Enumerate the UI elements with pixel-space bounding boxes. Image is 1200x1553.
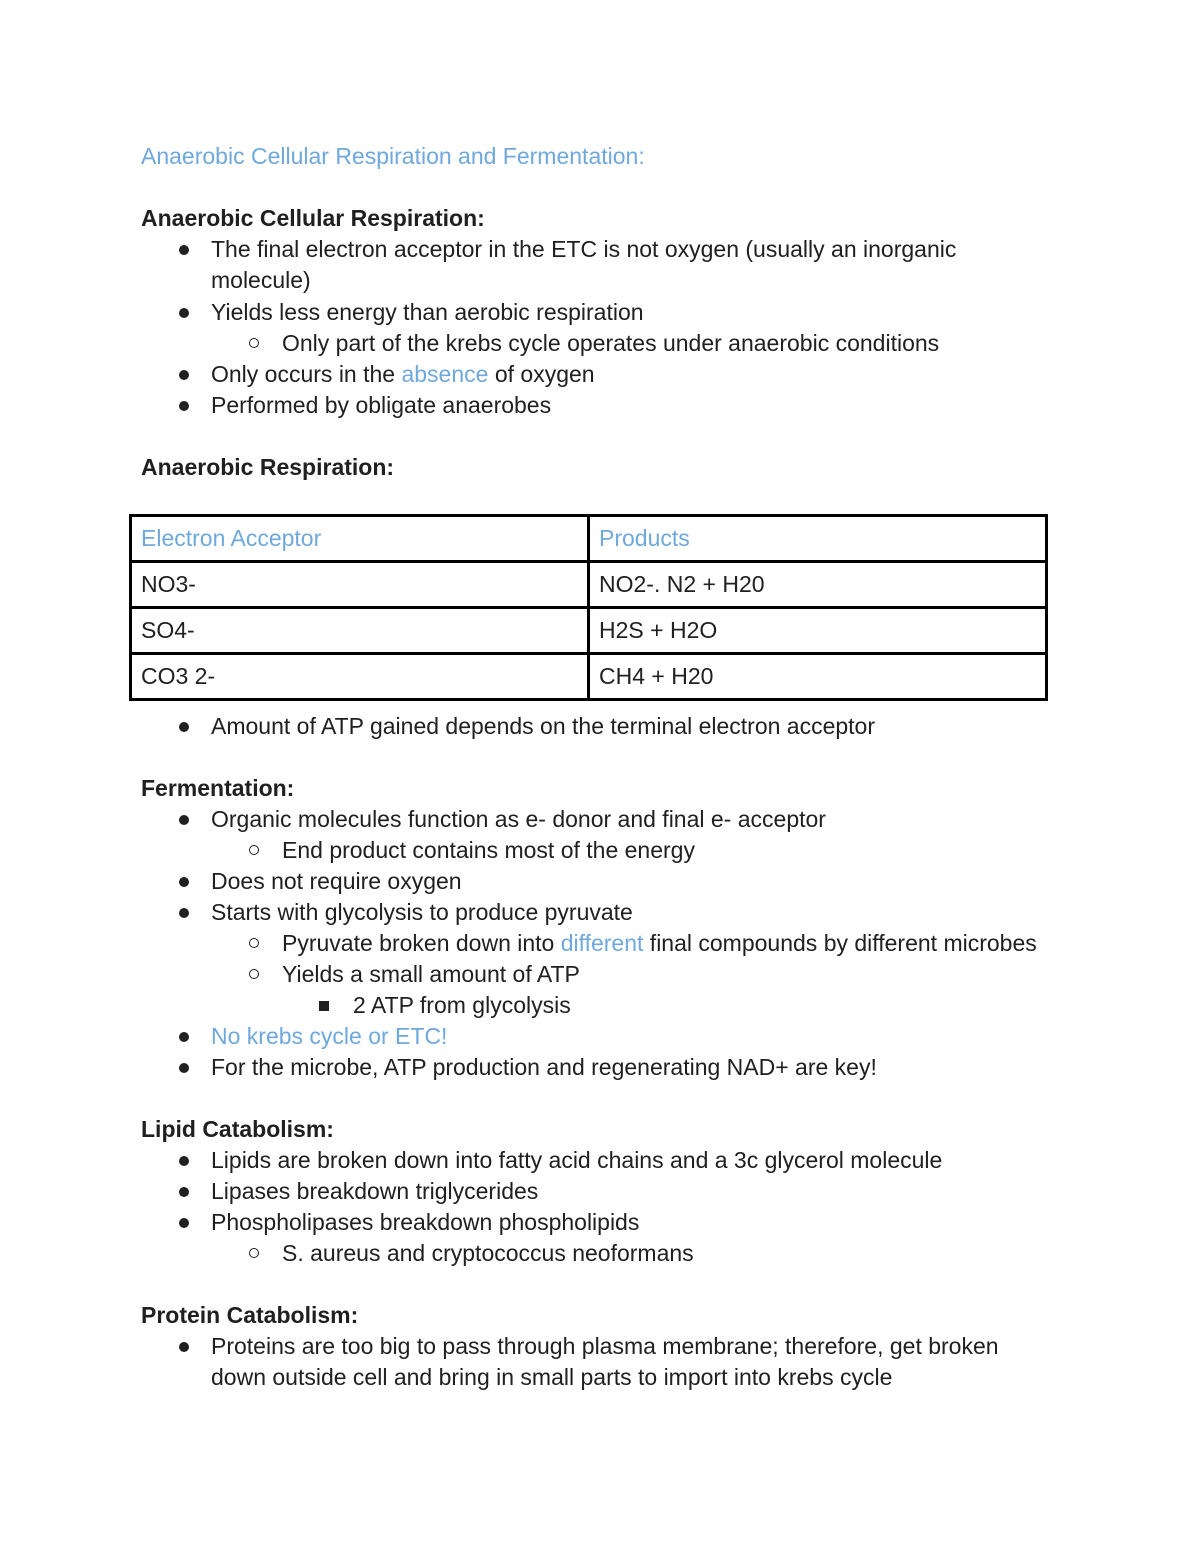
section-heading-lipid-catabolism: Lipid Catabolism: <box>141 1116 334 1142</box>
list-item: Yields less energy than aerobic respiration <box>211 299 644 325</box>
list-item: Proteins are too big to pass through plasma membrane; therefore, get broken <box>211 1333 999 1359</box>
sub-bullet-icon <box>249 938 259 948</box>
bullet-icon <box>179 908 189 918</box>
bullet-icon <box>179 1187 189 1197</box>
list-item-text: final compounds by different microbes <box>643 930 1037 956</box>
list-item: Lipases breakdown triglycerides <box>211 1178 539 1204</box>
list-item: For the microbe, ATP production and regenerating NAD+ are key! <box>211 1054 877 1080</box>
list-item: Amount of ATP gained depends on the terminal electron acceptor <box>211 713 876 739</box>
bullet-icon <box>179 1218 189 1228</box>
bullet-icon <box>179 815 189 825</box>
list-item: Performed by obligate anaerobes <box>211 392 552 418</box>
sub-bullet-icon <box>249 845 259 855</box>
list-item: Phospholipases breakdown phospholipids <box>211 1209 640 1235</box>
list-subitem: Yields a small amount of ATP <box>282 961 580 987</box>
section-heading-protein-catabolism: Protein Catabolism: <box>141 1302 359 1328</box>
table-cell: CH4 + H20 <box>589 654 1047 700</box>
sub-bullet-icon <box>249 969 259 979</box>
list-subitem: S. aureus and cryptococcus neoformans <box>282 1240 694 1266</box>
list-subsubitem: 2 ATP from glycolysis <box>353 992 571 1018</box>
list-item: No krebs cycle or ETC! <box>211 1023 448 1049</box>
table-header-cell: Electron Acceptor <box>131 516 589 562</box>
section-heading-anaerobic-cellular: Anaerobic Cellular Respiration: <box>141 205 485 231</box>
list-subitem: Only part of the krebs cycle operates under anaerobic conditions <box>282 330 940 356</box>
list-item-text: Pyruvate broken down into <box>282 930 561 956</box>
list-item-text: of oxygen <box>488 361 595 387</box>
electron-acceptor-table <box>129 514 1048 701</box>
list-item-continuation: molecule) <box>211 267 311 293</box>
sub-bullet-icon <box>249 1248 259 1258</box>
bullet-icon <box>179 1063 189 1073</box>
bullet-icon <box>179 722 189 732</box>
bullet-icon <box>179 1342 189 1352</box>
sub-bullet-icon <box>249 338 259 348</box>
bullet-icon <box>179 1156 189 1166</box>
list-item: Lipids are broken down into fatty acid chains and a 3c glycerol molecule <box>211 1147 943 1173</box>
table-row <box>131 654 1047 700</box>
list-item: The final electron acceptor in the ETC is not oxygen (usually an inorganic <box>211 236 957 262</box>
page-title: Anaerobic Cellular Respiration and Fermentation: <box>141 143 645 169</box>
table-cell: H2S + H2O <box>589 608 1047 654</box>
section-heading-fermentation: Fermentation: <box>141 775 295 801</box>
table-cell: CO3 2- <box>131 654 589 700</box>
list-item <box>211 359 595 390</box>
square-bullet-icon <box>319 1001 329 1011</box>
list-item-text: Only occurs in the <box>211 361 402 387</box>
bullet-icon <box>179 308 189 318</box>
highlighted-word: absence <box>401 361 489 387</box>
section-heading-anaerobic-respiration: Anaerobic Respiration: <box>141 454 395 480</box>
table-row <box>131 562 1047 608</box>
bullet-icon <box>179 877 189 887</box>
list-item: Starts with glycolysis to produce pyruvate <box>211 899 633 925</box>
bullet-icon <box>179 1032 189 1042</box>
table-header-row <box>131 516 1047 562</box>
table-header-cell: Products <box>589 516 1047 562</box>
list-subitem <box>282 928 1037 959</box>
bullet-icon <box>179 245 189 255</box>
highlighted-word: different <box>560 930 644 956</box>
list-item-continuation: down outside cell and bring in small parts to import into krebs cycle <box>211 1364 893 1390</box>
list-item: Does not require oxygen <box>211 868 462 894</box>
table-cell: SO4- <box>131 608 589 654</box>
table-cell: NO2-. N2 + H20 <box>589 562 1047 608</box>
list-item: Organic molecules function as e- donor and final e- acceptor <box>211 806 826 832</box>
table-row <box>131 608 1047 654</box>
table-cell: NO3- <box>131 562 589 608</box>
list-subitem: End product contains most of the energy <box>282 837 695 863</box>
bullet-icon <box>179 401 189 411</box>
bullet-icon <box>179 370 189 380</box>
